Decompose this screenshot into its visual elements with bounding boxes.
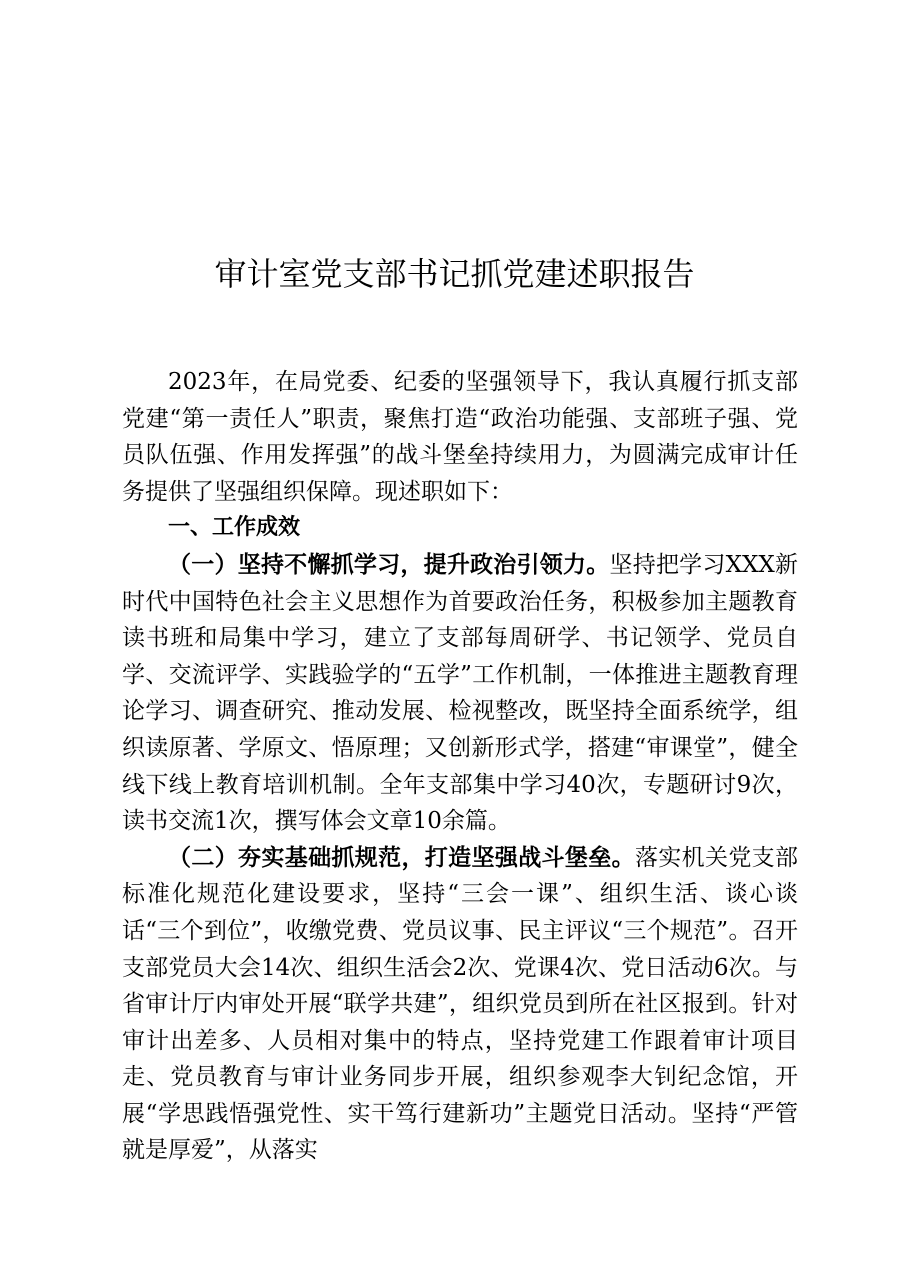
item-1-body: 坚持把学习XXX新时代中国特色社会主义思想作为首要政治任务，积极参加主题教育读书班和局集中学习，建立了支部每周研学、书记领学、党员自学、交流评学、实践验学的“五学”工作机制，一体推进主题教育理论学习、调查研究、推动发展、检视整改，既坚持全面系统学，组织读原著、学原文、悟原理；又创新形式学，搭建“审课堂”，健全线下线上教育培训机制。全年支部集中学习40次，专题研讨9次，读书交流1次，撰写体会文章10余篇。 [122, 551, 799, 835]
document-body [122, 364, 798, 1169]
item-1-paragraph [122, 547, 798, 840]
item-2-lead: （二）夯实基础抓规范，打造坚强战斗堡垒。 [168, 843, 635, 871]
item-2-paragraph [122, 840, 798, 1169]
section-heading: 一、工作成效 [168, 515, 301, 541]
document-title: 审计室党支部书记抓党建述职报告 [214, 255, 695, 293]
item-1-lead: （一）坚持不懈抓学习，提升政治引领力。 [168, 550, 610, 578]
intro-paragraph: 2023年，在局党委、纪委的坚强领导下，我认真履行抓支部党建“第一责任人”职责，聚焦打造“政治功能强、支部班子强、党员队伍强、作用发挥强”的战斗堡垒持续用力，为圆满完成审计任务提供了坚强组织保障。现述职如下： [122, 369, 798, 505]
item-2-body: 落实机关党支部标准化规范化建设要求，坚持“三会一课”、组织生活、谈心谈话“三个到位”，收缴党费、党员议事、民主评议“三个规范”。召开支部党员大会14次、组织生活会2次、党课4次、党日活动6次。与省审计厅内审处开展“联学共建”，组织党员到所在社区报到。针对审计出差多、人员相对集中的特点，坚持党建工作跟着审计项目走、党员教育与审计业务同步开展，组织参观李大钊纪念馆，开展“学思践悟强党性、实干笃行建新功”主题党日活动。坚持“严管就是厚爱”，从落实 [122, 844, 799, 1164]
